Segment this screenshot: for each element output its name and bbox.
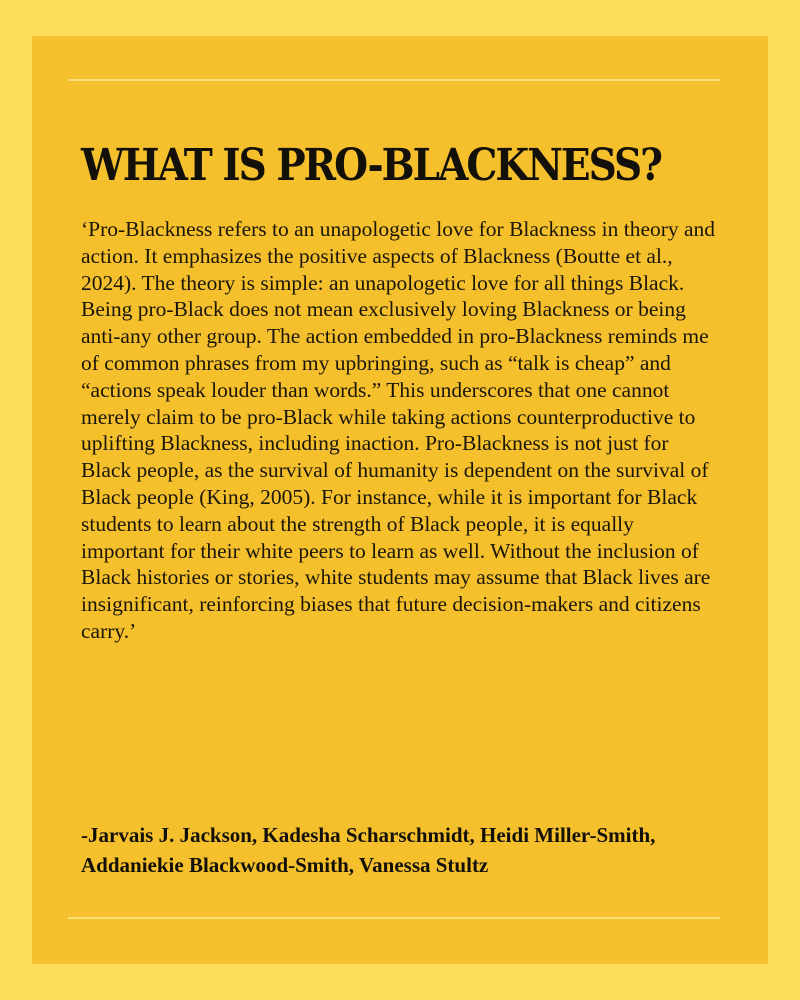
quote-attribution: -Jarvais J. Jackson, Kadesha Scharschmidt, Heidi Miller-Smith, Addaniekie Blackwood-Smith, Vanessa Stultz (81, 823, 656, 877)
quote-card (32, 36, 768, 964)
bottom-divider (68, 917, 720, 919)
page-title: WHAT IS PRO-BLACKNESS? (81, 139, 661, 192)
top-divider (68, 79, 720, 81)
quote-body: ‘Pro-Blackness refers to an unapologetic love for Blackness in theory and action. It emphasizes the positive aspects of Blackness (Boutte et al., 2024). The theory is simple: an unapologetic love for all things Black. Being pro-Black does not mean exclusively loving Blackness or being anti-any other group. The action embedded in pro-Blackness reminds me of common phrases from my upbringing, such as “talk is cheap” and “actions speak louder than words.” This underscores that one cannot merely claim to be pro-Black while taking actions counterproductive to uplifting Blackness, including inaction. Pro-Blackness is not just for Black people, as the survival of humanity is dependent on the survival of Black people (King, 2005). For instance, while it is important for Black students to learn about the strength of Black people, it is equally important for their white peers to learn as well. Without the inclusion of Black histories or stories, white students may assume that Black lives are insignificant, reinforcing biases that future decision-makers and citizens carry.’ (81, 217, 716, 643)
